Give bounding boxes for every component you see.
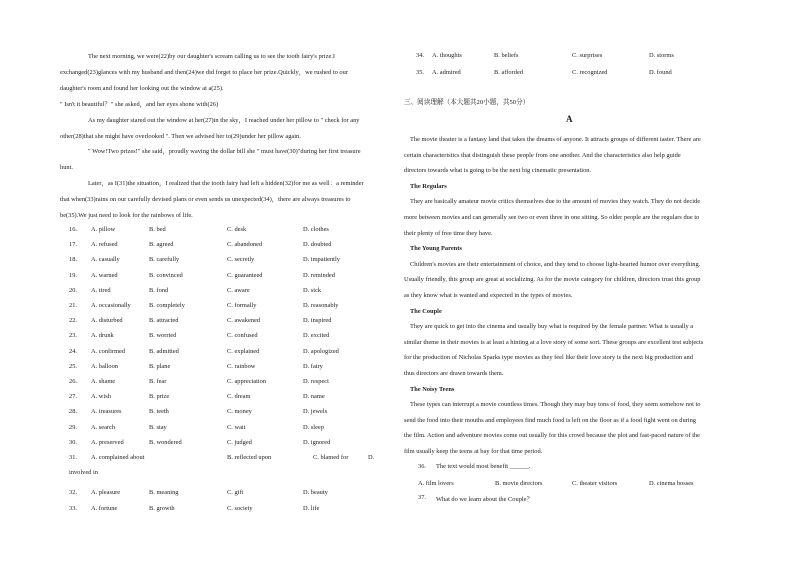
option-a: A. preserved xyxy=(91,438,124,446)
question-number: 33. xyxy=(69,504,77,512)
option-d: D. respect xyxy=(303,378,329,385)
option-b: B. attracted xyxy=(149,317,179,325)
option-d: D. cinema bosses xyxy=(649,480,694,487)
question-number: 22. xyxy=(69,317,77,325)
question-number: 28. xyxy=(69,408,77,416)
question-number: 35. xyxy=(416,69,424,76)
option-b: B. carefully xyxy=(149,256,180,264)
option-b: B. movie directors xyxy=(495,480,543,487)
option-a: A. casually xyxy=(91,256,120,264)
option-b: B. meaning xyxy=(149,489,179,496)
option-c: C. money xyxy=(227,408,252,416)
passage-letter: A xyxy=(566,114,573,124)
option-d: D. beauty xyxy=(303,489,328,496)
option-b: B. convinced xyxy=(149,271,183,279)
option-c: C. gift xyxy=(227,489,244,496)
passage-line: send the food into their mouths and employees find much food is left on the floor as if a food fight went on during xyxy=(404,416,696,424)
option-a: A. fortune xyxy=(91,504,118,512)
option-d: D. fairy xyxy=(303,362,323,370)
passage-line: daughter's room and found her looking out the window at a(25). xyxy=(60,85,224,92)
option-a: A. occasionally xyxy=(91,302,131,309)
passage-line: for the production of Nicholas Sparks type movies as they feel like their love story is the next big production and xyxy=(404,354,693,362)
section-heading: The Couple xyxy=(410,307,442,315)
option-d: D. excited xyxy=(303,332,330,340)
question-number: 27. xyxy=(69,393,77,401)
question-number: 32. xyxy=(69,489,77,496)
option-d: D. apologized xyxy=(303,347,339,355)
question-number: 34. xyxy=(416,52,424,59)
option-a: A. wish xyxy=(91,393,111,401)
question-number: 16. xyxy=(69,226,77,233)
option-b: B. reflected upon xyxy=(227,454,272,461)
option-c: C. rainbow xyxy=(227,362,256,370)
question-number: 37. xyxy=(418,494,426,501)
option-a: A. film lovers xyxy=(418,480,454,487)
option-d: D. reminded xyxy=(303,271,335,279)
passage-line: more between movies and can generally see two or even three in one sitting. So older people are the regulars due to xyxy=(404,214,700,221)
option-b: B. growth xyxy=(149,504,175,512)
section-heading: The Young Parents xyxy=(410,245,462,253)
option-b: B. completely xyxy=(149,302,185,309)
option-b: B. fear xyxy=(149,378,167,385)
question-number: 18. xyxy=(69,256,77,264)
passage-line: the film. Action and adventure movies come out usually for this crowd because the plot and fast-paced nature of the xyxy=(404,432,701,440)
option-a: A. balloon xyxy=(91,362,118,370)
passage-line: The next morning, we were(22)by our daughter's scream calling us to see the tooth fairy's prize.I xyxy=(88,53,336,60)
option-b: B. plane xyxy=(149,362,171,370)
option-a: A. complained about xyxy=(91,454,145,461)
passage-line: similar theme in their movies is at least a hinting at a love story of some sort. These groups are excellent test subjects xyxy=(404,338,704,346)
passage-line: The movie theater is a fantasy land that takes the dreams of anyone. It attracts groups of different taster. There are xyxy=(410,136,701,143)
option-c: C. dream xyxy=(227,393,251,401)
question-number: 36. xyxy=(418,463,426,470)
question-number: 19. xyxy=(69,271,77,279)
option-c: C. guaranteed xyxy=(227,271,263,279)
passage-line: " Isn't it beautiful？" she asked，and her eyes shone with(26) xyxy=(60,101,219,108)
passage-line: They are basically amateur movie critics themselves due to the amount of movies they watch. They do not decide xyxy=(410,198,701,206)
option-d: D. name xyxy=(303,393,325,401)
option-d: D. reasonably xyxy=(303,302,339,309)
option-d: D. inspired xyxy=(303,317,332,325)
passage-line: be(35).We just need to look for the rainbows of life. xyxy=(60,212,193,219)
option-a: A. search xyxy=(91,423,116,431)
option-a: A. tired xyxy=(91,286,111,294)
option-b: B. bed xyxy=(149,226,166,233)
section-title: 三、阅读理解（本大题共20小题，共50分） xyxy=(404,99,530,106)
option-c: C. society xyxy=(227,504,253,512)
option-c: C. blamed for xyxy=(313,454,349,461)
option-d: D. ignored xyxy=(303,438,331,446)
option-b: B. wondered xyxy=(149,438,182,446)
option-c: C. surprises xyxy=(572,52,603,59)
passage-line: As my daughter stared out the window at her(27)in the sky，I reached under her pillow to " check for any xyxy=(88,117,360,124)
passage-line: exchanged(23)glances with my husband and then(24)we did forget to place her prize.Quickly，we rushed to our xyxy=(60,69,348,76)
option-c: C. theater visitors xyxy=(572,480,618,487)
option-a: A. warned xyxy=(91,271,118,279)
passage-line: that when(33)rains on our carefully devised plans or even sends us unexpected(34)，there are always treasures to xyxy=(60,196,351,203)
passage-line: Usually friendly, this group are great at socializing. As for the movie category for children, directors trust this group xyxy=(404,276,701,284)
option-a: A. pillow xyxy=(91,226,116,233)
option-b: B. afforded xyxy=(494,69,523,76)
option-a: A. refused xyxy=(91,241,118,249)
passage-line: as they know what is wanted and expected in the types of movies. xyxy=(404,292,573,299)
question-number: 23. xyxy=(69,332,77,340)
question-number: 25. xyxy=(69,362,77,370)
question-number: 21. xyxy=(69,302,77,309)
option-a: A. drunk xyxy=(91,332,114,340)
passage-line: hunt. xyxy=(60,164,73,171)
option-c: C. recognized xyxy=(572,69,608,76)
passage-line: thus directors are drawn towards them. xyxy=(404,370,504,377)
option-b: B. beliefs xyxy=(494,52,519,59)
option-c: C. desk xyxy=(227,226,247,233)
passage-line: film usually keep the teens at bay for that time period. xyxy=(404,448,543,455)
option-d: D. doubted xyxy=(303,241,332,249)
option-d: D. sleep xyxy=(303,423,324,431)
question-number: 24. xyxy=(69,347,77,355)
passage-line: They are quick to get into the cinema and usually buy what is required by the female partner. What is usually a xyxy=(410,323,694,331)
option-c: C. secretly xyxy=(227,256,255,264)
passage-line: Later，as I(31)the situation，I realized that the tooth fairy had left a hidden(32)for me as well：a reminder xyxy=(88,180,364,187)
option-d: D. life xyxy=(303,504,320,512)
passage-line: These types can interrupt a movie countless times. Though they may buy tons of food, they seem somehow not to xyxy=(410,401,701,409)
option-c: C. wait xyxy=(227,423,246,431)
option-d: D. impatiently xyxy=(303,256,340,264)
option-a: A. treasures xyxy=(91,408,122,416)
option-d: D. storms xyxy=(649,52,674,59)
option-b: B. fond xyxy=(149,286,169,294)
option-c: C. judged xyxy=(227,438,252,446)
section-heading: The Noisy Teens xyxy=(410,385,455,393)
option-c: C. formally xyxy=(227,302,257,309)
passage-line: their plenty of free time they have. xyxy=(404,229,493,237)
option-c: C. appreciation xyxy=(227,378,267,385)
option-c: C. aware xyxy=(227,286,250,294)
option-a: A. confirmed xyxy=(91,347,126,355)
option-b: B. worried xyxy=(149,332,177,340)
passage-line: directors towards what is going to be the next big cinematic presentation. xyxy=(404,167,592,175)
passage-line: other(28)that she might have overlooked ". Then we advised her to(29)under her pillow again. xyxy=(60,133,301,140)
question-stem: What do we learn about the Couple？ xyxy=(436,496,533,503)
option-d: D. clothes xyxy=(303,226,329,233)
question-number: 26. xyxy=(69,378,77,385)
question-number: 20. xyxy=(69,286,77,294)
option-a: A. thoughts xyxy=(432,52,462,59)
option-d: D. sick xyxy=(303,286,322,294)
option-b: B. agreed xyxy=(149,241,174,249)
option-d: D. found xyxy=(649,69,672,76)
question-number: 31. xyxy=(69,454,77,461)
option-d-continued: involved in xyxy=(69,469,98,476)
question-number: 17. xyxy=(69,241,77,249)
question-number: 30. xyxy=(69,438,77,446)
option-b: B. teeth xyxy=(149,408,169,416)
option-a: A. disturbed xyxy=(91,317,123,325)
option-b: B. admitted xyxy=(149,347,179,355)
section-heading: The Regulars xyxy=(410,182,447,190)
option-b: B. stay xyxy=(149,423,167,431)
passage-line: certain characteristics that distinguish these people from one another. And the characteristics also help guide xyxy=(404,151,681,159)
passage-line: Children's movies are their entertainment of choice, and they tend to choose light-hearted humor over everything. xyxy=(410,260,701,268)
option-a: A. shame xyxy=(91,378,116,385)
question-number: 29. xyxy=(69,423,77,431)
option-c: C. abandoned xyxy=(227,241,263,249)
option-c: C. explained xyxy=(227,347,260,355)
passage-line: " Wow!Two prizes!" she said，proudly waving the dollar bill she " must have(30)"during her first treasure xyxy=(88,148,361,155)
option-a: A. admired xyxy=(432,69,461,76)
option-a: A. pleasure xyxy=(91,489,121,496)
question-stem: The text would most benefit ______. xyxy=(436,463,531,470)
option-d: D. xyxy=(368,454,375,461)
option-b: B. prize xyxy=(149,393,170,401)
option-d: D. jewels xyxy=(303,408,328,416)
option-c: C. confused xyxy=(227,332,258,340)
option-c: C. awakened xyxy=(227,317,261,325)
